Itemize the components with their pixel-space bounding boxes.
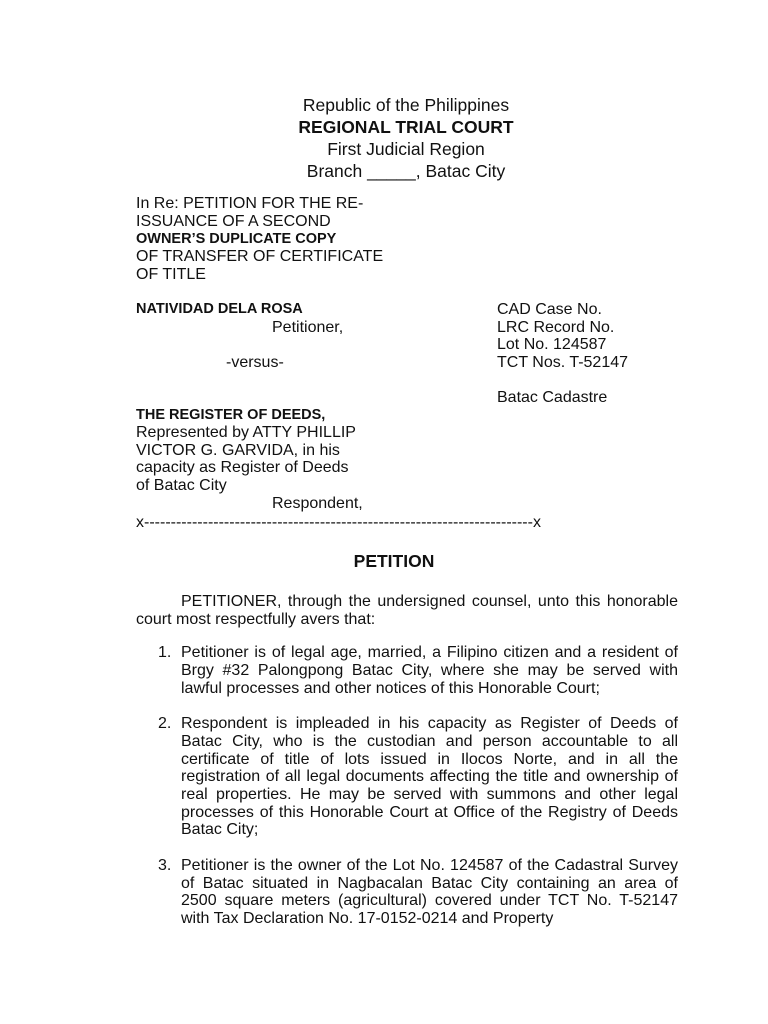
caption-separator: x-------------------------------------------------------------------------x xyxy=(136,514,541,531)
case-info-block xyxy=(497,301,628,407)
respondent-line-3: capacity as Register of Deeds xyxy=(136,459,349,477)
caption-line-5: OF TITLE xyxy=(136,266,206,284)
respondent-label: Respondent, xyxy=(272,494,363,512)
versus-label: -versus- xyxy=(226,353,284,371)
spacer xyxy=(136,336,466,354)
respondent-line-1: Represented by ATTY PHILLIP xyxy=(136,424,356,442)
item-text: Respondent is impleaded in his capacity as Register of Deeds of Batac City, who is the custodian and person accountable to all certificate of title of lots issued in Ilocos Norte, and in all the registration of all legal documents affecting the title and ownership of real properties. He may be served with summons and other legal processes of this Honorable Court at Office of the Registry of Deeds Batac City; xyxy=(181,715,678,839)
petitioner-name: NATIVIDAD DELA ROSA xyxy=(136,301,303,317)
document-title: PETITION xyxy=(353,551,435,571)
caption-line-2: ISSUANCE OF A SECOND xyxy=(136,212,331,230)
cad-case-no: CAD Case No. xyxy=(497,301,602,318)
lot-no: Lot No. 124587 xyxy=(497,336,607,354)
respondent-line-4: of Batac City xyxy=(136,476,227,494)
item-text: Petitioner is the owner of the Lot No. 124587 of the Cadastral Survey of Batac situated in Nagbacalan Batac City containing an area of 2500 square meters (agricultural) covered under TCT No. T-52147 with Tax Declaration No. 17-0152-0214 and Property xyxy=(181,856,678,927)
item-text: Petitioner is of legal age, married, a Filipino citizen and a resident of Brgy #32 Palongpong Batac City, where she may be served with lawful processes and other notices of this Honorable Court; xyxy=(181,644,678,697)
lrc-record-no: LRC Record No. xyxy=(497,318,615,336)
petitioner-label: Petitioner, xyxy=(272,318,344,336)
cadastre-label: Batac Cadastre xyxy=(497,388,608,406)
respondent-name: THE REGISTER OF DEEDS, xyxy=(136,406,326,423)
intro-paragraph: PETITIONER, through the undersigned counsel, unto this honorable court most respectfully avers that: xyxy=(136,593,678,628)
court-name: REGIONAL TRIAL COURT xyxy=(298,117,514,137)
spacer xyxy=(136,371,466,389)
spacer xyxy=(136,389,466,407)
court-header xyxy=(0,94,768,182)
allegations-list xyxy=(136,644,678,927)
caption-line-4: OF TRANSFER OF CERTIFICATE xyxy=(136,248,384,266)
branch-line: Branch _____, Batac City xyxy=(306,161,506,181)
case-caption xyxy=(136,195,383,284)
republic-line: Republic of the Philippines xyxy=(302,95,510,115)
caption-line-1: In Re: PETITION FOR THE RE- xyxy=(136,195,364,212)
list-item xyxy=(136,715,678,839)
caption-line-3: OWNER’S DUPLICATE COPY xyxy=(136,230,337,247)
respondent-line-2: VICTOR G. GARVIDA, in his xyxy=(136,441,340,459)
spacer xyxy=(497,371,628,389)
item-number: 3. xyxy=(158,856,172,874)
petition-body xyxy=(136,593,678,945)
parties-block xyxy=(136,301,466,512)
list-item xyxy=(136,857,678,928)
item-number: 1. xyxy=(158,644,172,662)
list-item xyxy=(136,644,678,697)
tct-nos: TCT Nos. T-52147 xyxy=(497,353,629,371)
item-number: 2. xyxy=(158,715,172,733)
judicial-region: First Judicial Region xyxy=(327,139,485,159)
